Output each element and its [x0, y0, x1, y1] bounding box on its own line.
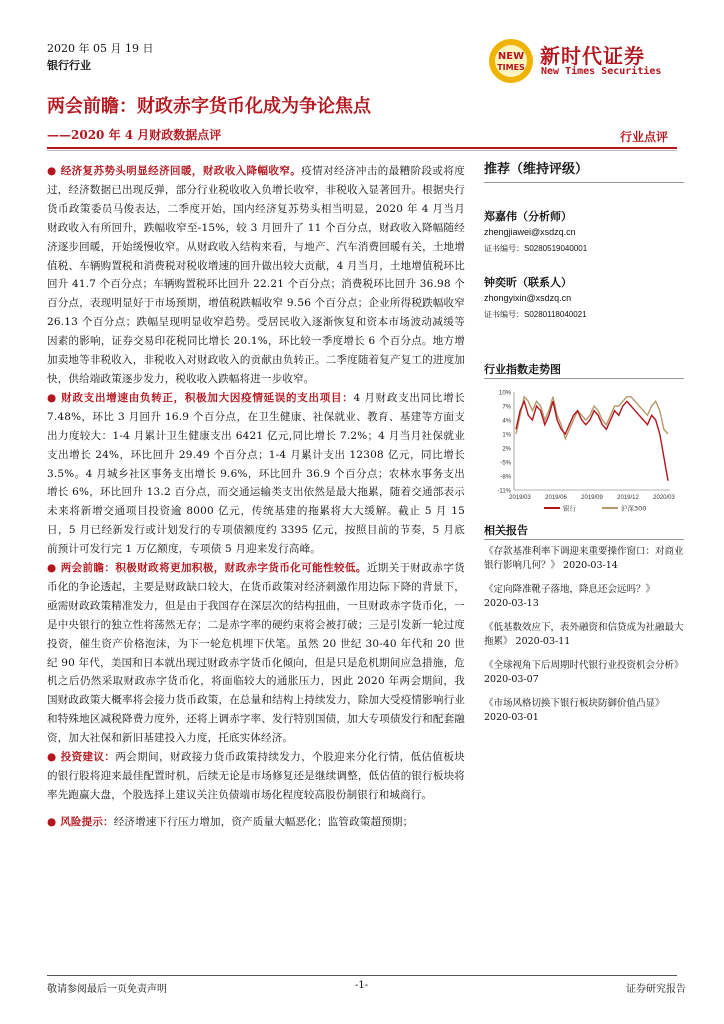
- related-report-date: 2020-03-13: [484, 598, 539, 609]
- related-report-title[interactable]: 《定向降准靴子落地，降息还会远吗？》: [484, 584, 656, 595]
- chart-x-tick-label: 2019/03: [509, 495, 531, 501]
- chart-series-line: [516, 397, 668, 439]
- chart-y-tick-label: -11%: [497, 488, 511, 495]
- chart-legend-label: 沪深300: [621, 504, 647, 513]
- related-report-title[interactable]: 《市场风格切换下银行板块防御价值凸显》: [484, 698, 665, 709]
- brand-mark-line1: NEW: [497, 51, 525, 62]
- related-report[interactable]: [484, 697, 684, 725]
- related-report-title[interactable]: 《低基数效应下，表外融资和信贷成为社融最大拖累》: [484, 622, 684, 647]
- chart-y-tick-label: 4%: [502, 418, 511, 425]
- bullet-icon: ●: [47, 391, 62, 404]
- analyst-email[interactable]: zhongyixin@xsdzq.cn: [484, 293, 572, 303]
- report-title: 两会前瞻：财政赤字货币化成为争论焦点: [47, 96, 371, 117]
- paragraph-body: 4 月财政支出同比增长 7.48%，环比 3 月回升 16.9 个百分点，在卫生健康、社保就业、教育、基建等方面支出力度较大：1-4 月累计卫生健康支出 6421 亿元,同比增长 7.2%；4 月当月社保就业支出增长 24%，环比回升 29.49 个百分点；1-4 月累计支出 12308 亿元，同比增长 3.5%。4 月城乡社区事务支出增长 9.6%，环比回升 36.9 个百分点；农林水事务支出增长 6%，环比回升 13.2 百分点，而交通运输类支出依然是最大拖累，随着交通部表示未来将新增交通项目投资逾 8000 亿元，传统基建的拖累将大大缓解。截止 5 月 15 日，5 月已经新发行或计划发行的专项债额度约 3395 亿元，按照目前的节奏，5 月底前预计可发行完 1 万亿额度，专项债 5 月迎来发行高峰。: [47, 391, 466, 556]
- page-number: -1-: [355, 980, 369, 991]
- brand-name-en: New Times Securities: [541, 66, 662, 77]
- paragraph-investment-advice: [47, 748, 465, 805]
- footer-disclaimer[interactable]: 敬请参阅最后一页免责声明: [47, 984, 167, 995]
- brand-logo: [488, 38, 708, 84]
- brand-name-cn: 新时代证券: [540, 44, 645, 68]
- industry-label: 银行行业: [47, 59, 91, 72]
- related-report[interactable]: [484, 545, 684, 573]
- paragraph-fiscal-revenue: [47, 162, 465, 389]
- paragraph-body: 近期关于财政赤字货币化的争论透起，主要是财政缺口较大，在货币政策对经济刺激作用边际下降的背景下，亟需财政政策精准发力，但是由于我国存在深层次的结构扭曲，一旦财政赤字货币化，一是中央银行的独立性将荡然无存；二是赤字率的硬约束将会被打破；三是引发新一轮过度投资，催生资产价格泡沫，为下一轮危机埋下伏笔。虽然 20 世纪 30-40 年代和 20 世纪 90 年代，美国和日本就出现过财政赤字货币化倾向，但是只是危机期间应急措施，危机之后仍然采取财政赤字货币化，将面临较大的通胀压力，因此 2020 年两会期间，我国财政政策大概率将会接力货币政策，在总量和结构上持续发力，除加大受疫情影响行业和特殊地区减税降费力度外，还将上调赤字率、发行特别国债，加大专项债发行和配套融资，加大社保和新旧基建投入力度，托底实体经济。: [47, 562, 465, 745]
- bullet-icon: ●: [47, 751, 61, 764]
- analyst-cert: 证书编号：S0280519040001: [484, 244, 588, 253]
- related-rule: [484, 539, 684, 540]
- chart-y-tick-label: 7%: [502, 404, 511, 411]
- related-report[interactable]: [484, 621, 684, 649]
- report-date: 2020 年 05 月 19 日: [47, 42, 154, 55]
- rating: 推荐（维持评级）: [484, 162, 589, 177]
- related-report[interactable]: [484, 583, 684, 611]
- related-title: 相关报告: [484, 524, 528, 537]
- related-report-title[interactable]: 《全球视角下后周期时代银行业投资机会分析》: [484, 660, 684, 671]
- analyst-name: 郑嘉伟（分析师）: [484, 210, 572, 223]
- paragraph-lead: 两会前瞻：积极财政将更加积极，财政赤字货币化可能性较低。: [60, 562, 367, 575]
- related-report-date: 2020-03-07: [484, 674, 539, 685]
- paragraph-lead: 风险提示：: [60, 815, 114, 828]
- report-type: 行业点评: [620, 130, 669, 144]
- related-report-date: 2020-03-01: [484, 712, 539, 723]
- index-chart: [484, 384, 684, 522]
- chart-x-tick-label: 2020/03: [653, 495, 675, 501]
- paragraph-body: 疫情对经济冲击的最糟阶段或将度过，经济数据已出现反弹，部分行业税收收入负增长收窄，非税收入显著回升。根据央行货币政策委员马俊表达，二季度开始，国内经济复苏势头相当明显，2020 年 4 月当月财政收入有所回升，跌幅收窄至-15%，较 3 月回升了 11 个百分点，财政收入降幅随经济逐步回暖，开始缓慢收窄。从财政收入结构来看，与地产、汽车消费回暖有关，土地增值税、车辆购置税和消费税对税收增速的回升做出较大贡献，4 月当月，土地增值税环比回升 41.7 个百分点；车辆购置税环比回升 22.21 个百分点；消费税环比回升 36.98 个百分点，表现明显好于市场预期，增值税跌幅收窄 9.56 个百分点；企业所得税跌幅收窄 26.13 个百分点；跌幅呈现明显收窄趋势。受居民收入逐渐恢复和资本市场波动减缓等因素的影响，证券交易印花税同比增长 20.1%，环比较一季度增长 6 个百分点。地方增加卖地等非税收入，非税收入对财政收入的贡献由负转正。二季度随着复产复工的进度加快，供给端政策逐步发力，税收收入跌幅将进一步收窄。: [47, 165, 466, 385]
- chart-title: 行业指数走势图: [484, 363, 561, 376]
- chart-x-tick-label: 2019/12: [617, 495, 639, 501]
- index-chart-svg: [484, 384, 684, 522]
- analyst-cert: 证书编号：S0280118040021: [484, 310, 587, 319]
- header-rule-thin: [47, 150, 677, 151]
- header-rule: [47, 147, 677, 149]
- chart-y-tick-label: 2%: [502, 446, 511, 453]
- bullet-icon: ●: [47, 562, 61, 575]
- paragraph-fiscal-expenditure: [47, 389, 465, 559]
- paragraph-lead: 经济复苏势头明显经济回暖，财政收入降幅收窄。: [60, 165, 302, 177]
- chart-y-tick-label: 1%: [502, 432, 511, 439]
- paragraph-body: 经济增速下行压力增加，资产质量大幅恶化；监管政策超预期；: [113, 815, 414, 828]
- paragraph-lead: 财政支出增速由负转正，积极加大因疫情延误的支出项目：: [61, 391, 354, 404]
- bullet-icon: ●: [47, 165, 61, 177]
- report-subtitle: ——2020 年 4 月财政数据点评: [47, 128, 222, 142]
- footer-report-type: 证券研究报告: [626, 984, 686, 995]
- bullet-icon: ●: [47, 815, 61, 828]
- sidebar-rule: [484, 182, 684, 183]
- chart-x-tick-label: 2019/06: [545, 495, 567, 501]
- brand-mark-icon: [488, 38, 534, 84]
- paragraph-body: 两会期间，财政接力货币政策持续发力，个股迎来分化行情，低估值板块的银行股将迎来最佳配置时机，后续无论是市场修复还是继续调整，低估值的银行板块将率先跑赢大盘，个股选择上建议关注负债端市场化程度较高股份制银行和城商行。: [47, 751, 465, 801]
- chart-rule: [484, 378, 684, 379]
- chart-y-tick-label: -5%: [500, 460, 511, 467]
- footer-rule: [47, 975, 677, 976]
- brand-mark-line2: TIMES: [497, 63, 525, 72]
- analyst-name: 钟奕昕（联系人）: [484, 276, 572, 289]
- related-report[interactable]: [484, 659, 684, 687]
- paragraph-outlook: [47, 559, 465, 748]
- analyst-email[interactable]: zhengjiawei@xsdzq.cn: [484, 227, 576, 237]
- paragraph-lead: 投资建议：: [60, 751, 116, 764]
- chart-y-tick-label: 10%: [498, 390, 511, 397]
- related-report-date: 2020-03-11: [515, 636, 571, 647]
- related-report-date: 2020-03-14: [563, 560, 618, 571]
- chart-y-tick-label: -8%: [500, 474, 511, 481]
- related-report-title[interactable]: 《存款基准利率下调迎来重要操作窗口：对商业银行影响几何？》: [484, 546, 684, 571]
- paragraph-risk: [47, 813, 465, 832]
- chart-x-tick-label: 2019/09: [581, 495, 603, 501]
- chart-legend-label: 银行: [563, 504, 576, 513]
- main-body: [47, 162, 465, 832]
